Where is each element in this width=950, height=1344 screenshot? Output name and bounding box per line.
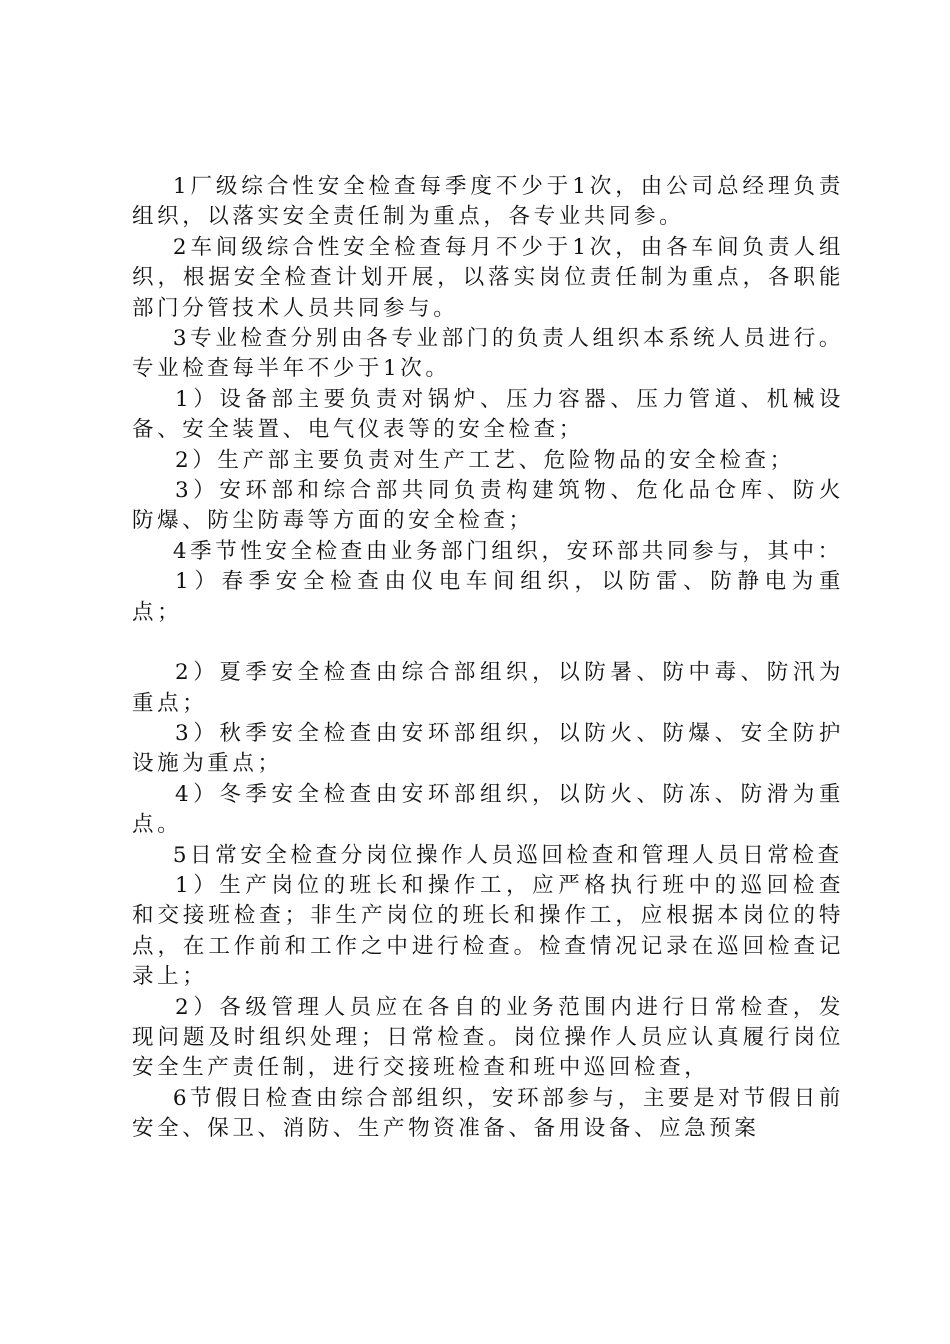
paragraph-spring-inspection: 1）春季安全检查由仪电车间组织，以防雷、防静电为重点； — [132, 569, 844, 625]
paragraph-equipment-dept: 1）设备部主要负责对锅炉、压力容器、压力管道、机械设备、安全装置、电气仪表等的安全检查； — [132, 386, 844, 443]
paragraph-specialized-inspection: 3专业检查分别由各专业部门的负责人组织本系统人员进行。专业检查每半年不少于1次。 — [132, 326, 844, 382]
paragraph-management-staff: 2）各级管理人员应在各自的业务范围内进行日常检查，发现问题及时组织处理；日常检查。岗位操作人员应认真履行岗位安全生产责任制，进行交接班检查和班中巡回检查， — [132, 994, 844, 1081]
paragraph-winter-inspection: 4）冬季安全检查由安环部组织，以防火、防冻、防滑为重点。 — [132, 781, 844, 838]
paragraph-autumn-inspection: 3）秋季安全检查由安环部组织，以防火、防爆、安全防护设施为重点； — [132, 720, 844, 777]
paragraph-holiday-inspection: 6节假日检查由综合部组织，安环部参与，主要是对节假日前安全、保卫、消防、生产物资准备、备用设备、应急预案 — [132, 1085, 844, 1142]
document-body — [132, 172, 844, 1145]
paragraph-seasonal-inspection: 4季节性安全检查由业务部门组织，安环部共同参与，其中： — [172, 538, 843, 564]
paragraph-production-post: 1）生产岗位的班长和操作工，应严格执行班中的巡回检查和交接班检查；非生产岗位的班长和操作工，应根据本岗位的特点，在工作前和工作之中进行检查。检查情况记录在巡回检查记录上； — [132, 872, 844, 990]
paragraph-summer-inspection: 2）夏季安全检查由综合部组织，以防暑、防中毒、防汛为重点； — [132, 660, 844, 716]
paragraph-daily-inspection: 5日常安全检查分岗位操作人员巡回检查和管理人员日常检查 — [172, 842, 843, 868]
paragraph-workshop-inspection: 2车间级综合性安全检查每月不少于1次，由各车间负责人组织，根据安全检查计划开展，以落实岗位责任制为重点，各职能部门分管技术人员共同参与。 — [132, 234, 844, 321]
paragraph-production-dept: 2）生产部主要负责对生产工艺、危险物品的安全检查； — [175, 447, 795, 473]
paragraph-plant-inspection: 1厂级综合性安全检查每季度不少于1次，由公司总经理负责组织，以落实安全责任制为重点，各专业共同参。 — [132, 174, 844, 230]
paragraph-safety-dept: 3）安环部和综合部共同负责构建筑物、危化品仓库、防火防爆、防尘防毒等方面的安全检查； — [132, 478, 844, 534]
